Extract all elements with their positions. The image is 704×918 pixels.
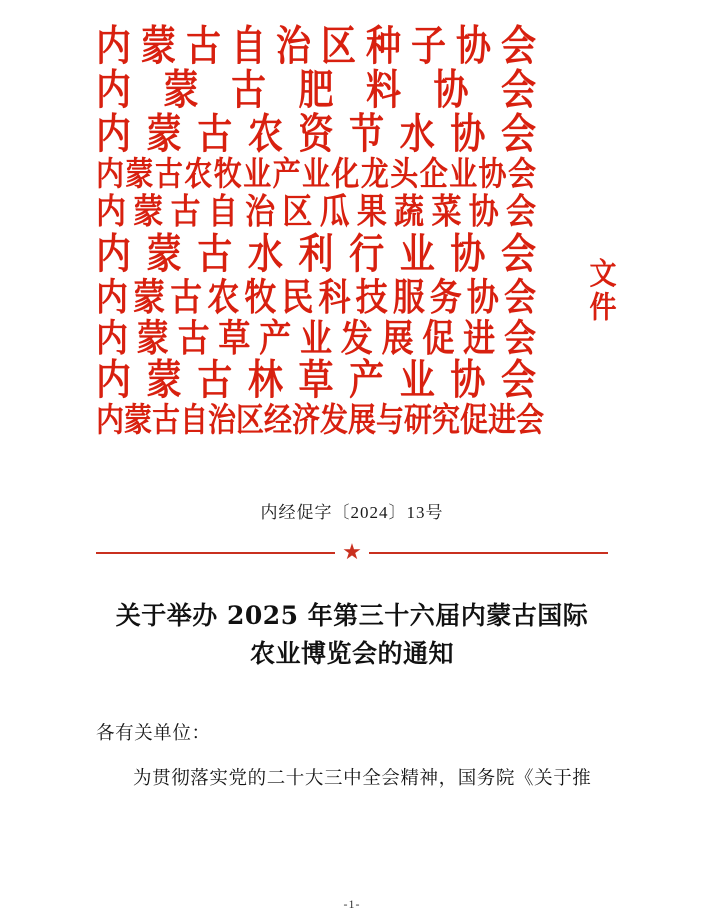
letterhead-org-6: 内蒙古水利行业协会 xyxy=(96,230,536,279)
letterhead-organization-list xyxy=(96,22,545,440)
letterhead-org-2: 内蒙古肥料协会 xyxy=(96,66,536,115)
body-salutation: 各有关单位： xyxy=(96,724,211,744)
letterhead-org-10: 内蒙古自治区经济发展与研究促进会 xyxy=(96,400,545,440)
document-title-line-1: 关于举办 2025 年第三十六届内蒙古国际 xyxy=(115,601,589,630)
body-paragraph-1: 为贯彻落实党的二十大三中全会精神，国务院《关于推 xyxy=(133,769,592,790)
letterhead-org-5: 内蒙古自治区瓜果蔬菜协会 xyxy=(96,191,536,233)
letterhead xyxy=(0,0,704,440)
letterhead-org-7: 内蒙古农牧民科技服务协会 xyxy=(96,274,536,320)
page-number: -1- xyxy=(343,897,361,911)
letterhead-org-9: 内蒙古林草产业协会 xyxy=(96,356,536,405)
document-number: 内经促字〔2024〕13号 xyxy=(260,503,444,522)
letterhead-document-word: 文件 xyxy=(589,256,617,326)
letterhead-org-8: 内蒙古草产业发展促进会 xyxy=(96,315,536,361)
letterhead-org-3: 内蒙古农资节水协会 xyxy=(96,110,536,159)
document-title xyxy=(72,597,632,673)
document-body xyxy=(96,717,608,797)
red-star-icon: ★ xyxy=(335,541,369,563)
letterhead-org-4: 内蒙古农牧业产业化龙头企业协会 xyxy=(96,154,536,194)
document-title-line-2: 农业博览会的通知 xyxy=(249,639,454,668)
letterhead-org-1: 内蒙古自治区种子协会 xyxy=(96,22,536,71)
red-separator xyxy=(96,541,608,563)
